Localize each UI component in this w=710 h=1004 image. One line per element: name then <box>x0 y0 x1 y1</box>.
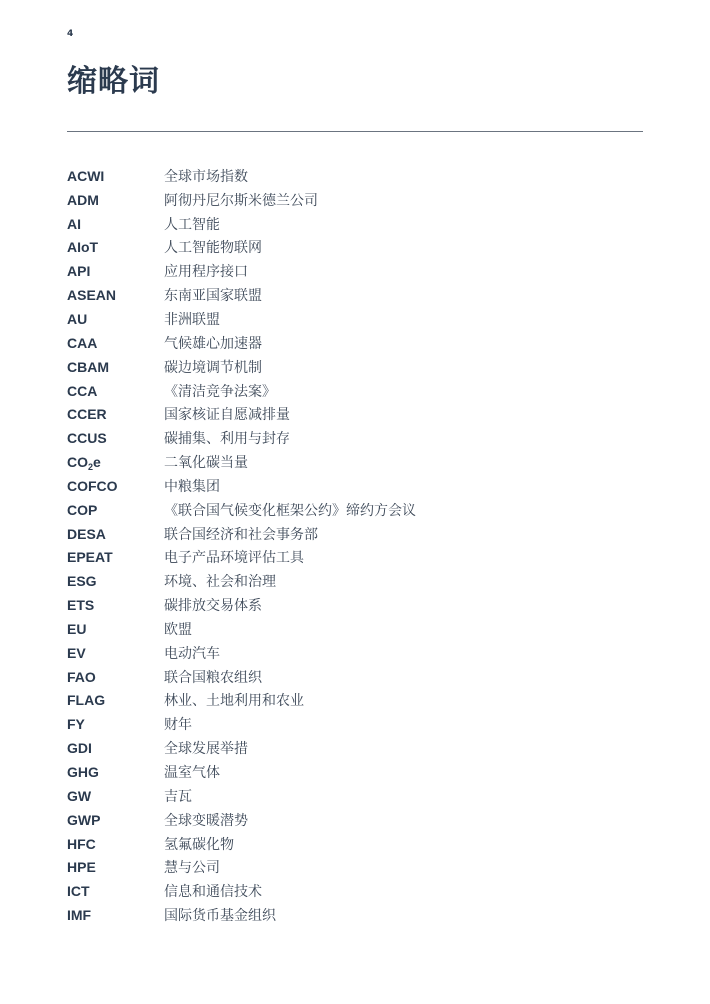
abbreviation-term: ESG <box>67 573 97 590</box>
abbreviation-term: DESA <box>67 525 106 542</box>
abbreviation-term: ETS <box>67 597 95 614</box>
abbreviation-definition: 全球变暖潜势 <box>164 812 248 829</box>
abbreviation-term-tail: e <box>93 454 101 471</box>
abbreviation-term: CCUS <box>67 430 107 447</box>
abbreviation-term: ADM <box>67 191 99 208</box>
list-item <box>67 474 643 498</box>
list-item <box>67 259 643 283</box>
abbreviation-definition: 环境、社会和治理 <box>164 574 276 591</box>
list-item <box>67 665 643 689</box>
abbreviation-term: AIoT <box>67 239 99 256</box>
title-divider <box>67 131 643 132</box>
abbreviation-definition: 碳边境调节机制 <box>164 359 262 376</box>
abbreviation-term: CCER <box>67 406 107 423</box>
abbreviation-definition: 国际货币基金组织 <box>164 908 276 925</box>
list-item <box>67 426 643 450</box>
list-item <box>67 689 643 713</box>
list-item <box>67 736 643 760</box>
abbreviation-definition: 财年 <box>164 717 192 734</box>
abbreviation-definition: 吉瓦 <box>164 788 192 805</box>
abbreviation-definition: 非洲联盟 <box>164 311 220 328</box>
list-item <box>67 641 643 665</box>
abbreviation-term: FY <box>67 716 85 733</box>
abbreviation-term: HPE <box>67 859 96 876</box>
abbreviation-definition: 信息和通信技术 <box>164 884 262 901</box>
abbreviation-definition: 碳捕集、利用与封存 <box>164 431 290 448</box>
list-item <box>67 283 643 307</box>
list-item <box>67 355 643 379</box>
list-item <box>67 402 643 426</box>
abbreviation-term: CBAM <box>67 358 109 375</box>
abbreviation-definition: 应用程序接口 <box>164 264 248 281</box>
abbreviation-definition: 联合国经济和社会事务部 <box>164 526 318 543</box>
list-item <box>67 879 643 903</box>
abbreviation-term: AI <box>67 215 81 232</box>
list-item <box>67 569 643 593</box>
list-item <box>67 855 643 879</box>
abbreviation-definition: 人工智能 <box>164 216 220 233</box>
abbreviation-term <box>67 454 164 473</box>
list-item <box>67 712 643 736</box>
list-item <box>67 450 643 474</box>
abbreviation-term: EV <box>67 644 86 661</box>
abbreviation-term: ACWI <box>67 167 105 184</box>
abbreviation-definition: 电动汽车 <box>164 645 220 662</box>
abbreviation-definition: 东南亚国家联盟 <box>164 288 262 305</box>
list-item <box>67 331 643 355</box>
abbreviation-term: EPEAT <box>67 549 113 566</box>
abbreviation-term: ASEAN <box>67 287 117 304</box>
page-number: 4 <box>67 29 74 39</box>
abbreviation-term: CAA <box>67 334 98 351</box>
list-item <box>67 617 643 641</box>
abbreviation-term: COP <box>67 501 98 518</box>
abbreviation-term: API <box>67 263 91 280</box>
abbreviation-definition: 人工智能物联网 <box>164 240 262 257</box>
list-item <box>67 784 643 808</box>
abbreviation-definition: 全球发展举措 <box>164 741 248 758</box>
abbreviation-definition: 全球市场指数 <box>164 168 248 185</box>
abbreviation-term: GHG <box>67 764 99 781</box>
list-item <box>67 212 643 236</box>
abbreviation-term: ICT <box>67 883 90 900</box>
abbreviation-term-main: CO <box>67 454 88 471</box>
abbreviation-term: IMF <box>67 907 92 924</box>
abbreviation-definition: 阿彻丹尼尔斯米德兰公司 <box>164 192 318 209</box>
abbreviation-term: FAO <box>67 668 96 685</box>
abbreviation-definition: 《清洁竞争法案》 <box>164 383 276 400</box>
abbreviation-term-subscript: 2 <box>88 462 94 473</box>
list-item <box>67 379 643 403</box>
abbreviation-definition: 温室气体 <box>164 765 220 782</box>
abbreviation-term: CCA <box>67 382 98 399</box>
list-item <box>67 546 643 570</box>
abbreviation-list <box>67 164 643 927</box>
list-item <box>67 498 643 522</box>
abbreviation-term: HFC <box>67 835 96 852</box>
list-item <box>67 808 643 832</box>
abbreviation-definition: 碳排放交易体系 <box>164 598 262 615</box>
abbreviation-term: EU <box>67 620 87 637</box>
abbreviation-definition: 欧盟 <box>164 621 192 638</box>
list-item <box>67 236 643 260</box>
abbreviation-definition: 林业、土地利用和农业 <box>164 693 304 710</box>
abbreviation-term: COFCO <box>67 477 118 494</box>
abbreviation-term: FLAG <box>67 692 106 709</box>
abbreviation-definition: 联合国粮农组织 <box>164 669 262 686</box>
abbreviation-definition: 气候雄心加速器 <box>164 335 262 352</box>
abbreviation-term: GDI <box>67 740 92 757</box>
list-item <box>67 307 643 331</box>
abbreviation-term: AU <box>67 310 88 327</box>
list-item <box>67 522 643 546</box>
abbreviation-term: GWP <box>67 811 101 828</box>
abbreviation-definition: 电子产品环境评估工具 <box>164 550 304 567</box>
abbreviation-definition: 国家核证自愿减排量 <box>164 407 290 424</box>
abbreviation-definition: 《联合国气候变化框架公约》缔约方会议 <box>164 502 416 519</box>
list-item <box>67 188 643 212</box>
abbreviation-definition: 中粮集团 <box>164 478 220 495</box>
abbreviation-definition: 慧与公司 <box>164 860 220 877</box>
list-item <box>67 164 643 188</box>
list-item <box>67 832 643 856</box>
abbreviation-term: GW <box>67 787 92 804</box>
abbreviation-definition: 氢氟碳化物 <box>164 836 234 853</box>
abbreviation-definition: 二氧化碳当量 <box>164 455 248 472</box>
page-title: 缩略词 <box>67 64 160 99</box>
list-item <box>67 593 643 617</box>
list-item <box>67 760 643 784</box>
list-item <box>67 903 643 927</box>
